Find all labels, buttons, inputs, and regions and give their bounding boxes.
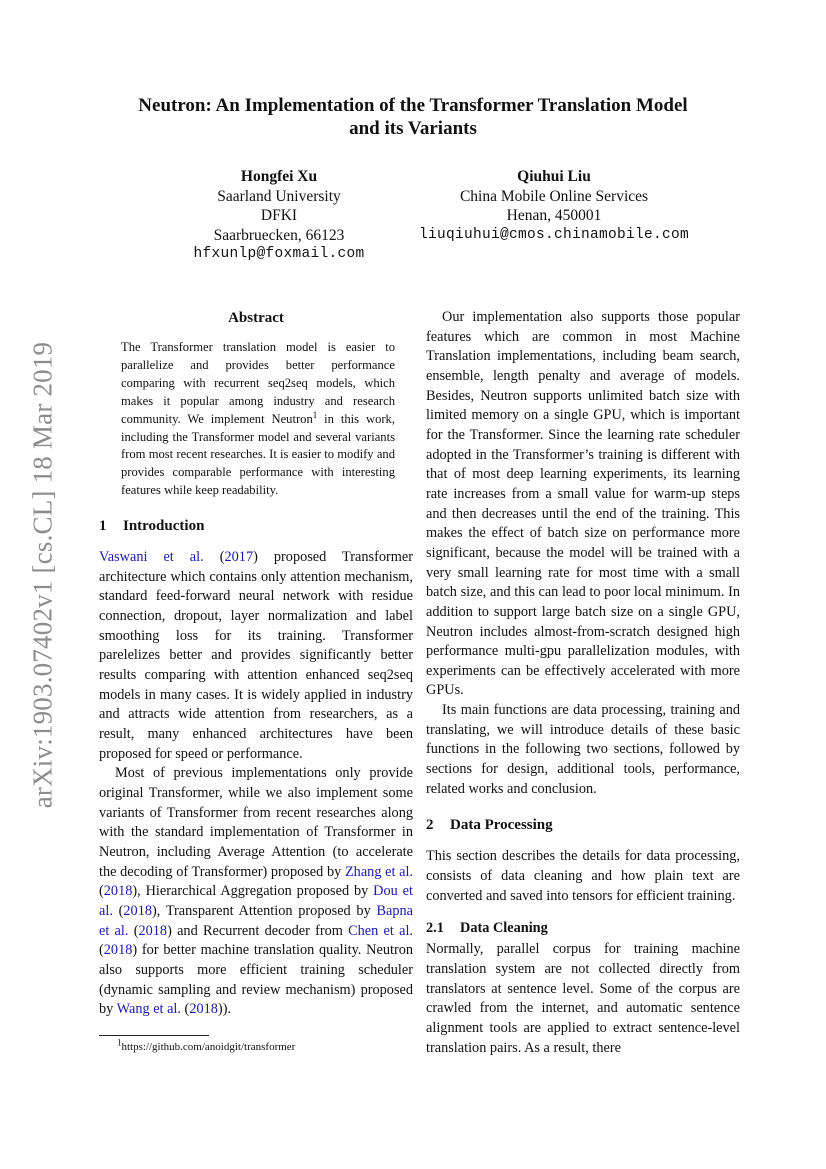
citation-link[interactable]: Vaswani et al. [99, 549, 204, 566]
data-processing-paragraph: This section describes the details for data processing, consists of data cleaning and how plain text are converted and saved into tensors for efficient training. [426, 848, 740, 904]
author-name: Qiuhui Liu [517, 168, 591, 185]
author-affiliation: Saarland University [217, 187, 341, 205]
citation-link[interactable]: Zhang et al. [344, 863, 413, 880]
abstract-text: The Transformer translation model is easier to parallelize and provides better performance comparing with recurrent seq2seq models, which makes it popular among industry and research community. We implement Neutron$^1$ in this work, including the Transformer model and several variants from most recent researches. It is easier to modify and provides comparable performance with interesting features while keep readability. [121, 340, 396, 498]
citation-year-link[interactable]: 2018 [189, 1001, 218, 1018]
citation-link[interactable]: Dou et al. [99, 883, 413, 919]
section-heading-introduction: 1 Introduction [99, 518, 205, 535]
section-heading-data-processing: 2 Data Processing [426, 817, 553, 834]
data-cleaning-paragraph: Normally, parallel corpus for training machine translation system are not collected directly from translators at sentence level. Some of the corpus are crawled from the internet, and automatic sentence alignment tools are applied to extract sentence-level translation pairs. As a result, there [426, 941, 740, 1056]
citation-year-link[interactable]: 2018 [123, 902, 152, 919]
footnote-marker[interactable]: 1 [312, 409, 318, 420]
footnote: $^1$https://github.com/anoidgit/transformer [117, 1037, 296, 1053]
citation-link[interactable]: Wang et al. [116, 1001, 181, 1018]
citation-year-link[interactable]: 2018 [138, 922, 168, 939]
author-block-1 [170, 167, 388, 265]
title-line-2: and its Variants [349, 118, 477, 139]
title-line-1: Neutron: An Implementation of the Transformer Translation Model [138, 95, 688, 116]
paper-title [100, 94, 726, 140]
author-address: Henan, 450001 [506, 207, 602, 224]
citation-year-link[interactable]: 2017 [224, 549, 254, 566]
citation-link[interactable]: Bapna et al. [99, 902, 413, 939]
author-email[interactable]: hfxunlp@foxmail.com [193, 246, 365, 262]
intro-paragraph-4: Its main functions are data processing, training and translating, we will introduce details of these basic functions in the following two sections, followed by sections for design, additional tools, performance, related works and conclusion. [426, 702, 740, 797]
abstract-heading: Abstract [228, 310, 284, 326]
subsection-heading-data-cleaning: 2.1 Data Cleaning [426, 920, 548, 937]
right-column [426, 308, 740, 1058]
citation-link[interactable]: Chen et al. [348, 922, 413, 939]
intro-paragraph-3: Our implementation also supports those popular features which are common in most Machine Translation implementations, including beam search, ensemble, length penalty and average of models. Besides, Neutron supports unlimited batch size with limited memory on a single GPU, which is important for the Transformer. Since the learning rate scheduler adopted in the Transformer’s training is different with that of most deep learning experiments, its learning rate increases from a small value for warm-up steps and then decreases until the end of the training. This makes the effect of batch size on performance more significant, because the model will be trained with a very small learning rate for most time with a small batch size, and this can lead to poor local minimum. In addition to support large batch size on a single GPU, Neutron includes almost-from-scratch designed high performance multi-gpu parallelization modules, with experiments can be effectively accelerated with more GPUs. [426, 309, 740, 699]
footnote-url[interactable]: https://github.com/anoidgit/transformer [121, 1040, 296, 1053]
intro-paragraph-1: Vaswani et al. (2017) proposed Transformer architecture which contains only attention mechanism, standard feed-forward neural network with residue connection, dropout, layer normalization and label smoothing loss for its training. Transformer parelelizes better and provides significantly better results comparing with attention enhanced seq2seq models in many cases. It is widely applied in industry and attracts wide attention from researchers, as a result, many enhanced architectures have been proposed for speed or performance. [99, 549, 414, 762]
author-email[interactable]: liuqiuhui@cmos.chinamobile.com [418, 226, 690, 243]
author-block-2 [395, 167, 713, 245]
author-address: Saarbruecken, 66123 [213, 226, 345, 244]
intro-paragraph-2: Most of previous implementations only provide original Transformer, while we also implement some variants of Transformer from recent researches along with the standard implementation of Transformer in Neutron, including Average Attention (to accelerate the decoding of Transformer) proposed by Zhang et al. (2018), Hierarchical Aggregation proposed by Dou et al. (2018), Transparent Attention proposed by Bapna et al. (2018) and Recurrent decoder from Chen et al. (2018) for better machine translation quality. Neutron also supports more efficient training scheduler (dynamic sampling and review mechanism) proposed by Wang et al. (2018)). [99, 765, 413, 1018]
citation-year-link[interactable]: 2018 [103, 883, 133, 900]
author-affiliation: China Mobile Online Services [459, 187, 649, 205]
author-affiliation: DFKI [260, 207, 298, 224]
citation-year-link[interactable]: 2018 [103, 942, 133, 959]
footnote-divider [99, 1035, 209, 1036]
author-name: Hongfei Xu [240, 168, 318, 185]
left-column [99, 308, 413, 1054]
arxiv-identifier: arXiv:1903.07402v1 [cs.CL] 18 Mar 2019 [27, 341, 58, 809]
